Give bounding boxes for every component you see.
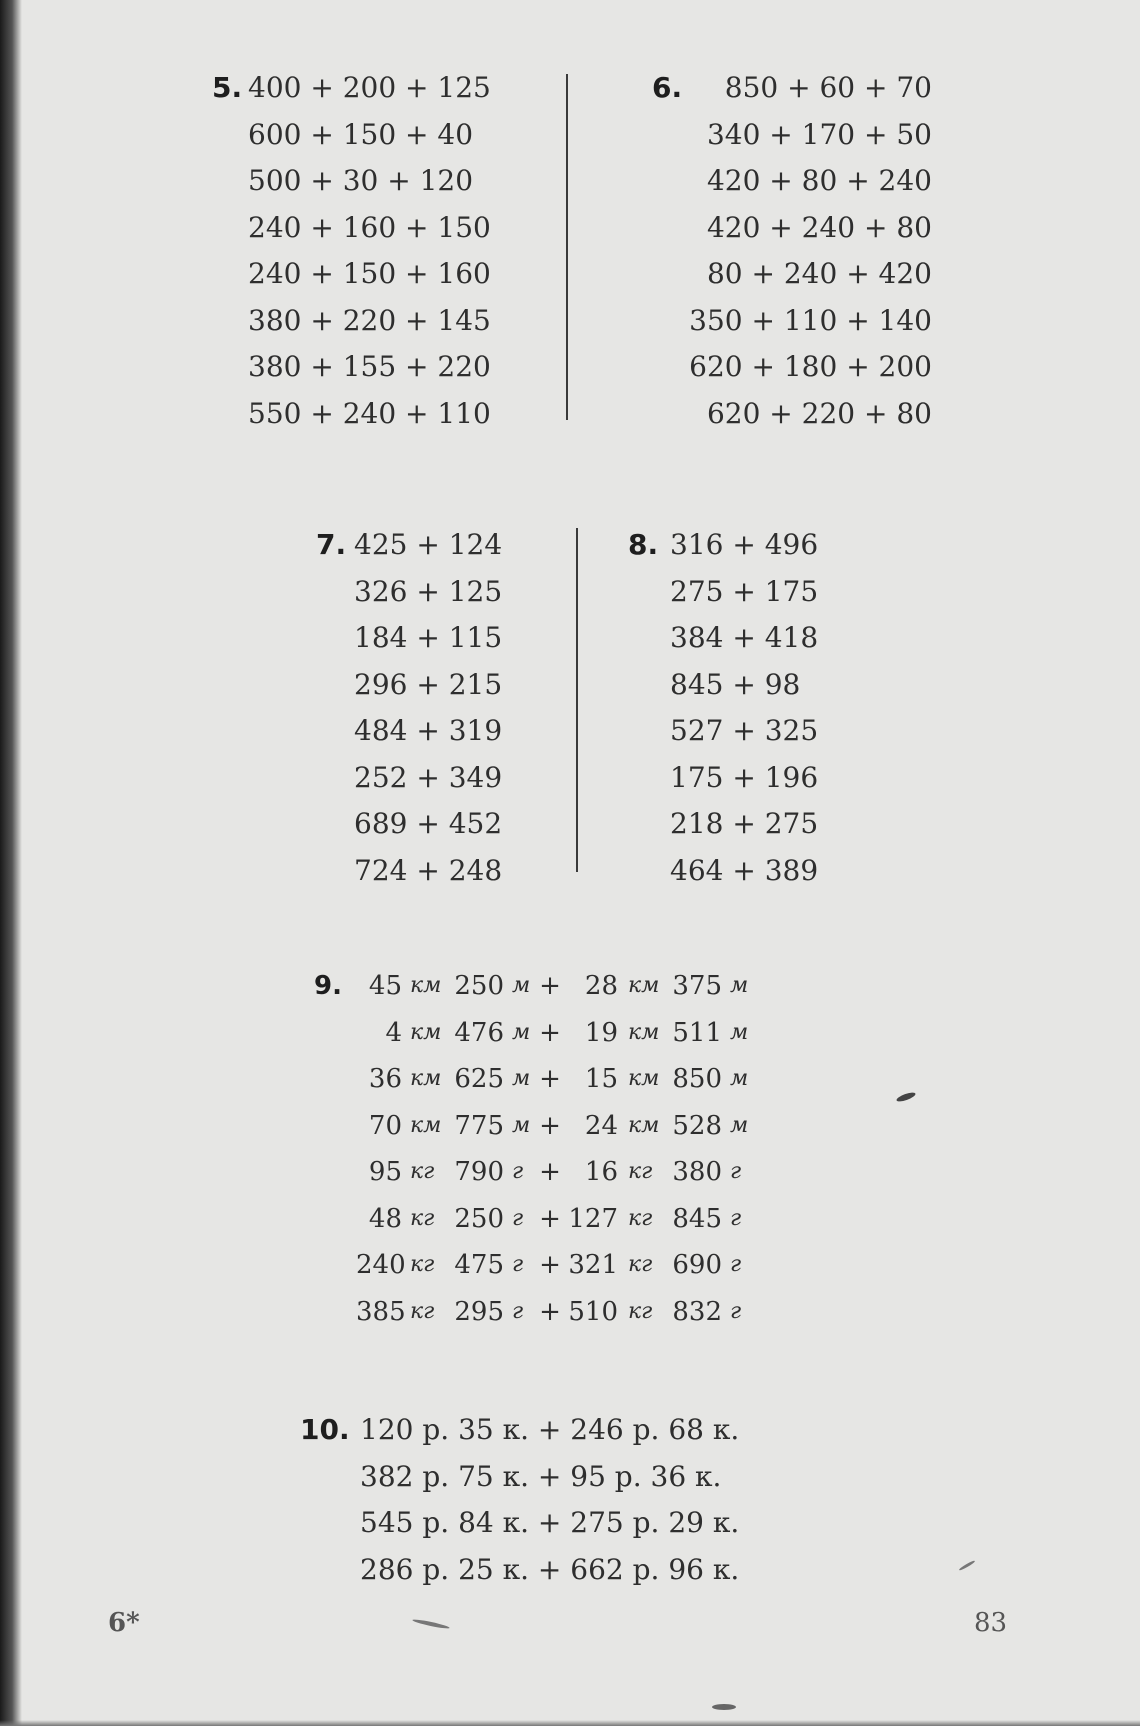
- expression-line: 550 + 240 + 110: [248, 396, 491, 430]
- column-divider: [576, 528, 578, 872]
- quantity-value: 790: [454, 1157, 504, 1187]
- expression-line: 484 + 319: [354, 714, 503, 747]
- page-bottom-shadow: [0, 1720, 1140, 1726]
- expression-line: 252 + 349: [354, 760, 503, 794]
- expression-line: 80 + 240 + 420: [706, 257, 932, 290]
- expression-line: 689 + 452: [354, 807, 503, 840]
- quantity-value: 70: [368, 1110, 402, 1141]
- expression-line: 724 + 248: [354, 853, 503, 887]
- signature-mark: 6*: [108, 1608, 140, 1638]
- unit-label: м: [730, 973, 749, 998]
- unit-label: г: [512, 1298, 524, 1324]
- expression-line: 316 + 496: [670, 528, 819, 561]
- unit-label: км: [628, 973, 660, 998]
- unit-label: км: [410, 973, 442, 998]
- expression-line: 296 + 215: [354, 667, 503, 701]
- exercise-9-rows: [314, 963, 749, 1335]
- quantity-value: 380: [672, 1157, 722, 1187]
- quantity-value: 690: [672, 1250, 722, 1280]
- plus-sign: +: [539, 1296, 561, 1327]
- expression-line: 845 + 98: [670, 667, 801, 701]
- exercise-number: 9.: [314, 971, 342, 1001]
- page-number: 83: [974, 1608, 1008, 1638]
- quantity-value: 36: [368, 1064, 402, 1094]
- expression-line: 425 + 124: [354, 528, 503, 561]
- unit-label: км: [410, 1019, 442, 1045]
- quantity-value: 476: [454, 1017, 504, 1048]
- exercise-8: [628, 522, 858, 894]
- unit-label: м: [730, 1066, 749, 1091]
- ink-smudge: [896, 1091, 917, 1103]
- quantity-value: 16: [584, 1157, 618, 1187]
- unit-label: г: [730, 1159, 742, 1184]
- unit-label: г: [730, 1205, 742, 1231]
- plus-sign: +: [539, 1064, 561, 1094]
- plus-sign: +: [539, 1250, 561, 1280]
- expression-line: 286 р. 25 к. + 662 р. 96 к.: [360, 1552, 740, 1586]
- quantity-value: 28: [584, 971, 618, 1001]
- quantity-value: 510: [568, 1296, 618, 1327]
- exercise-number: 6.: [652, 71, 683, 104]
- plus-sign: +: [539, 1017, 561, 1048]
- quantity-value: 850: [672, 1064, 722, 1094]
- quantity-value: 4: [385, 1017, 402, 1048]
- unit-label: г: [730, 1298, 742, 1324]
- unit-label: км: [628, 1112, 660, 1138]
- expression-line: 384 + 418: [670, 621, 819, 654]
- plus-sign: +: [539, 1110, 561, 1141]
- expression-line: 850 + 60 + 70: [724, 71, 932, 104]
- quantity-value: 375: [672, 971, 722, 1001]
- quantity-value: 127: [568, 1203, 618, 1234]
- quantity-value: 511: [672, 1017, 722, 1048]
- expression-line: 326 + 125: [354, 574, 503, 608]
- expression-line: 275 + 175: [670, 574, 819, 608]
- expression-line: 500 + 30 + 120: [248, 164, 474, 197]
- quantity-value: 250: [454, 1203, 504, 1234]
- quantity-value: 95: [368, 1157, 402, 1187]
- exercise-number: 8.: [628, 528, 659, 561]
- page-binding-shadow: [0, 0, 22, 1726]
- quantity-value: 24: [584, 1110, 618, 1141]
- unit-label: м: [730, 1112, 749, 1138]
- exercise-number: 10.: [300, 1413, 350, 1446]
- expression-line: 545 р. 84 к. + 275 р. 29 к.: [360, 1506, 740, 1539]
- expression-line: 620 + 180 + 200: [689, 350, 932, 383]
- exercise-5: [212, 65, 512, 437]
- quantity-value: 45: [368, 971, 402, 1001]
- unit-label: м: [512, 1112, 531, 1138]
- quantity-value: 48: [368, 1203, 402, 1234]
- unit-label: кг: [410, 1159, 435, 1184]
- expression-line: 175 + 196: [670, 760, 819, 794]
- expression-line: 184 + 115: [354, 621, 503, 654]
- exercise-number: 5.: [212, 71, 243, 104]
- quantity-value: 321: [568, 1250, 618, 1280]
- unit-label: г: [730, 1252, 742, 1277]
- unit-label: кг: [628, 1159, 653, 1184]
- expression-line: 620 + 220 + 80: [706, 396, 932, 430]
- ink-smudge: [712, 1704, 736, 1710]
- quantity-value: 832: [672, 1296, 722, 1327]
- expression-line: 350 + 110 + 140: [689, 303, 932, 337]
- quantity-value: 475: [454, 1250, 504, 1280]
- expression-line: 120 р. 35 к. + 246 р. 68 к.: [360, 1413, 740, 1446]
- exercise-10: [300, 1407, 739, 1593]
- unit-label: кг: [410, 1205, 435, 1231]
- unit-label: кг: [410, 1252, 435, 1277]
- quantity-value: 528: [672, 1110, 722, 1141]
- expression-line: 240 + 150 + 160: [248, 257, 491, 290]
- unit-label: м: [512, 973, 531, 998]
- expression-line: 464 + 389: [670, 853, 819, 887]
- ink-smudge: [412, 1618, 450, 1630]
- plus-sign: +: [539, 1157, 561, 1187]
- quantity-value: 295: [454, 1296, 504, 1327]
- exercise-6: [652, 65, 932, 437]
- expression-line: 380 + 220 + 145: [248, 303, 491, 337]
- column-divider: [566, 74, 568, 420]
- unit-label: г: [512, 1159, 524, 1184]
- exercise-7: [316, 522, 546, 894]
- plus-sign: +: [539, 971, 561, 1001]
- expression-line: 240 + 160 + 150: [248, 210, 491, 244]
- expression-line: 380 + 155 + 220: [248, 350, 491, 383]
- expression-line: 218 + 275: [670, 807, 819, 840]
- unit-label: г: [512, 1252, 524, 1277]
- unit-label: г: [512, 1205, 524, 1231]
- expression-line: 420 + 240 + 80: [706, 210, 932, 244]
- quantity-value: 845: [672, 1203, 722, 1234]
- unit-label: кг: [628, 1205, 653, 1231]
- unit-label: кг: [628, 1298, 653, 1324]
- quantity-value: 385: [356, 1296, 406, 1327]
- plus-sign: +: [539, 1203, 561, 1234]
- expression-line: 600 + 150 + 40: [248, 117, 474, 151]
- expression-line: 400 + 200 + 125: [248, 71, 491, 104]
- unit-label: м: [512, 1019, 531, 1045]
- expression-line: 340 + 170 + 50: [706, 117, 932, 151]
- quantity-value: 240: [356, 1250, 406, 1280]
- quantity-value: 15: [584, 1064, 618, 1094]
- unit-label: кг: [410, 1298, 435, 1324]
- exercise-number: 7.: [316, 528, 347, 561]
- expression-line: 420 + 80 + 240: [706, 164, 932, 197]
- unit-label: м: [512, 1066, 531, 1091]
- quantity-value: 775: [454, 1110, 504, 1141]
- quantity-value: 625: [454, 1064, 504, 1094]
- expression-line: 382 р. 75 к. + 95 р. 36 к.: [360, 1459, 722, 1493]
- unit-label: км: [628, 1066, 660, 1091]
- unit-label: км: [410, 1066, 442, 1091]
- expression-line: 527 + 325: [670, 714, 819, 747]
- exercise-9: [314, 963, 749, 1335]
- unit-label: кг: [628, 1252, 653, 1277]
- quantity-value: 19: [584, 1017, 618, 1048]
- unit-label: км: [628, 1019, 660, 1045]
- ink-smudge: [958, 1560, 975, 1572]
- unit-label: км: [410, 1112, 442, 1138]
- quantity-value: 250: [454, 971, 504, 1001]
- unit-label: м: [730, 1019, 749, 1045]
